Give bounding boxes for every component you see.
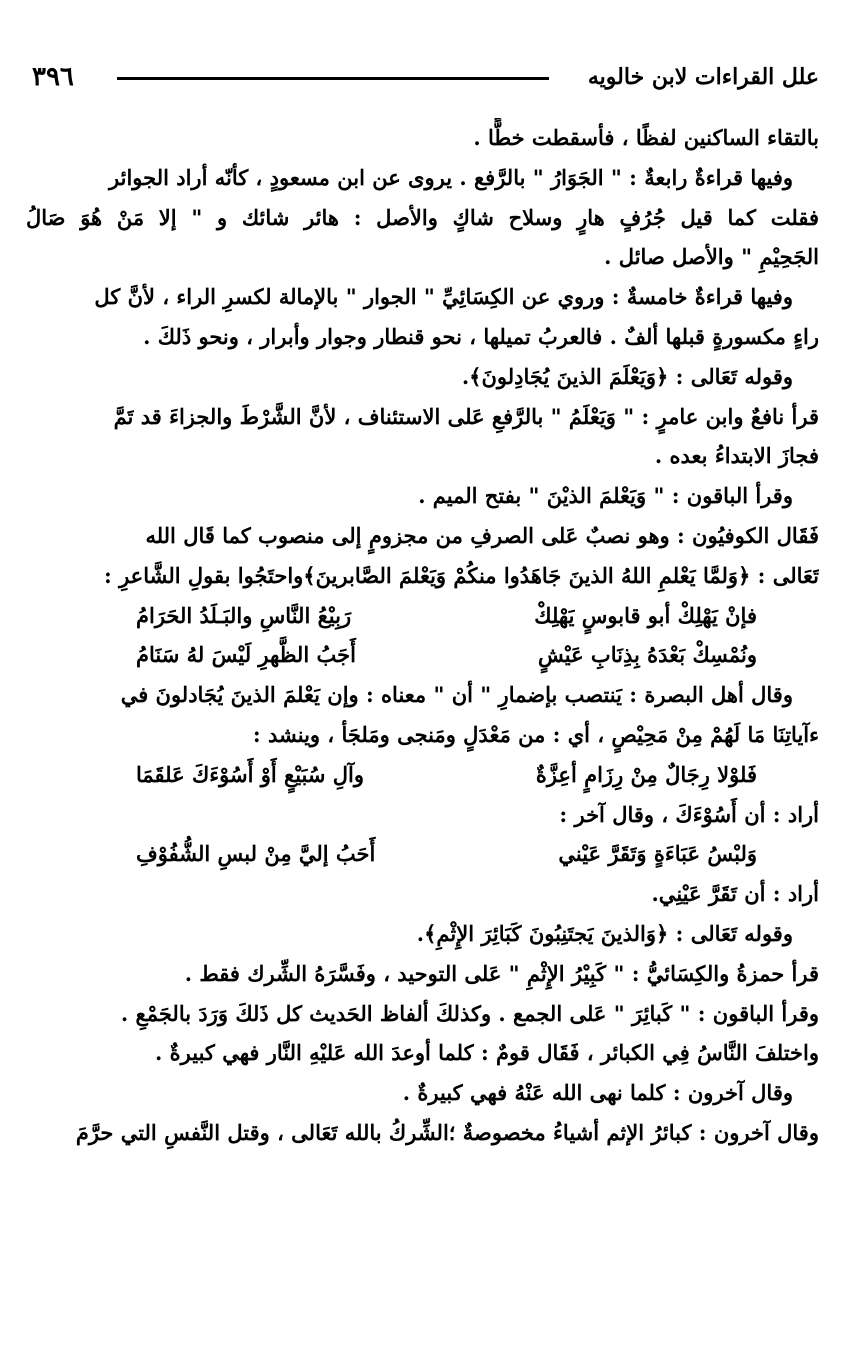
verse-first-hemistich: فإنْ يَهْلِكْ أبو قابوسٍ يَهْلِكْ: [534, 602, 757, 628]
text-line: وقال آخرون : كلما نهى الله عَنْهُ فهي كبيرةٌ .: [402, 1080, 793, 1106]
verse-second-hemistich: أَجَبُ الظَّهرِ لَيْسَ لهُ سَنَامُ: [136, 642, 356, 668]
text-line: وقال أهل البصرة : يَنتصب بإضمارِ " أن " معناه : وإن يَعْلمَ الذينَ يُجَادلونَ في: [120, 682, 793, 708]
text-line: وقرأ الباقون : " وَيَعْلمَ الذيْنَ " بفتح الميم .: [418, 483, 793, 509]
header-rule: [117, 77, 549, 80]
text-line: وقوله تَعَالى : ﴿وَيَعْلَمَ الذينَ يُجَادِلونَ﴾.: [461, 363, 793, 389]
verse-first-hemistich: وَلبْسُ عَبَاءَةٍ وَتَقَرَّ عَيْني: [558, 841, 757, 867]
poem-verse: [26, 755, 819, 795]
poem-verse: [26, 635, 819, 675]
text-line: تَعَالى : ﴿وَلمَّا يَعْلمِ اللهُ الذينَ جَاهَدُوا منكُمْ وَيَعْلمَ الصَّابرينَ﴾واحتَجُوا بقولِ الشَّاعرِ :: [104, 562, 819, 588]
verse-second-hemistich: أَحَبُ إليَّ مِنْ لبسِ الشُّفُوْفِ: [136, 841, 376, 867]
text-line: فَقَال الكوفيُون : وهو نصبٌ عَلى الصرفِ من مجزومٍ إلى منصوب كما قَال الله: [145, 522, 819, 548]
text-line: راءٍ مكسورةٍ قبلها ألفٌ . فالعربُ تميلها ، نحو قنطار وجوار وأبرار ، ونحو ذَلكَ .: [143, 323, 819, 349]
verse-first-hemistich: ونُمْسِكْ بَعْدَهُ بِذِنَابِ عَيْشٍ: [537, 642, 757, 668]
text-line: أراد : أن تَقَرَّ عَيْنِي.: [651, 881, 819, 907]
text-line: وقرأ الباقون : " كَبائِرَ " عَلى الجمع . وكذلكَ ألفاظ الحَديث كل ذَلكَ وَرَدَ بالجَمْعِ .: [120, 1000, 819, 1026]
text-line: وفيها قراءةٌ خامسةٌ : وروي عن الكِسَائِيِّ " الجوار " بالإمالة لكسرِ الراء ، لأنَّ كل: [94, 284, 793, 310]
text-line: وفيها قراءةٌ رابعةٌ : " الجَوَارُ " بالرَّفع . يروى عن ابن مسعودٍ ، كأنّه أراد الجوائر: [109, 164, 793, 190]
text-line: قرأ حمزةُ والكِسَائيُّ : " كَبِيْرُ الإِثْمِ " عَلى التوحيد ، وفَسَّرَهُ الشِّرك فقط .: [184, 960, 819, 986]
text-line: وقوله تَعَالى : ﴿وَالذينَ يَجتَنِبُونَ كَبَائِرَ الإِثْمِ﴾.: [416, 920, 793, 946]
page-number: ٣٩٦: [32, 62, 74, 92]
page-body: [26, 118, 819, 1153]
text-line: ءآياتِنَا مَا لَهُمْ مِنْ مَحِيْصٍ ، أي : من مَعْدَلٍ ومَنجى ومَلجَأ ، وينشد :: [252, 721, 819, 747]
poem-verse: [26, 834, 819, 874]
verse-second-hemistich: رَبِيْعُ النَّاسِ والبَـلَدُ الحَرَامُ: [136, 602, 352, 628]
poem-verse: [26, 596, 819, 636]
text-line: وقال آخرون : كبائرُ الإثم أشياءُ مخصوصةٌ ؛الشِّركُ بالله تَعَالى ، وقتل النَّفسِ التي حرَّمَ: [75, 1119, 819, 1145]
book-title: علل القراءات لابن خالويه: [587, 64, 819, 90]
text-line: فجازَ الابتداءُ بعده .: [654, 443, 819, 469]
text-line: أراد : أن أَسُوْءَكَ ، وقال آخر :: [559, 801, 819, 827]
text-line: فقلت كما قيل جُرُفٍ هارٍ وسلاح شاكٍ والأصل : هائر شائك و " إلا مَنْ هُوَ صَالُ: [26, 204, 819, 230]
text-line: بالتقاء الساكنين لفظًا ، فأسقطت خطًّا .: [473, 125, 819, 150]
text-line: واختلفَ النَّاسُ فِي الكبائر ، فَقَال قومٌ : كلما أوعدَ الله عَليْهِ النَّار فهي كبيرةٌ .: [155, 1040, 819, 1066]
text-line: قرأ نافعٌ وابن عامرٍ : " وَيَعْلَمُ " بالرَّفعِ عَلى الاستئناف ، لأنَّ الشَّرْطَ والجزاءَ قد تَمَّ: [113, 403, 819, 429]
text-line: الجَحِيْمِ " والأصل صائل .: [604, 244, 819, 270]
verse-second-hemistich: وآلِ سُبَيْعٍ أَوْ أَسُوْءَكَ عَلقَمَا: [136, 761, 365, 787]
page-header: [32, 60, 819, 100]
verse-first-hemistich: فَلوْلا رِجَالٌ مِنْ رِزَامٍ أعِزَّةٌ: [535, 761, 757, 787]
